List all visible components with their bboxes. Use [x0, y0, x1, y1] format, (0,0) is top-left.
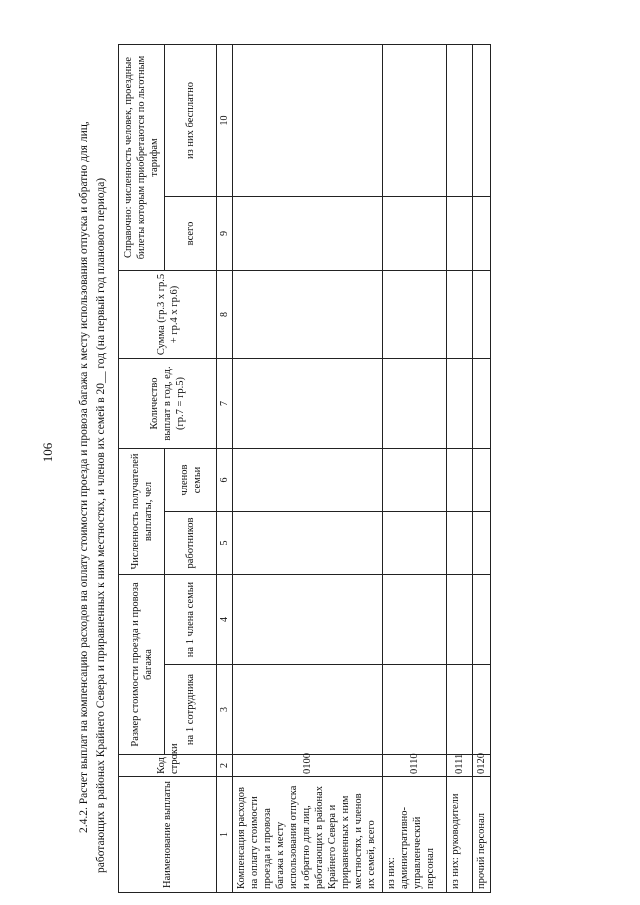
cell-empty — [233, 575, 383, 665]
cell-empty — [447, 575, 473, 665]
header-ref-total: всего — [165, 196, 217, 270]
header-name: Наименование выплаты — [119, 777, 217, 893]
cell-empty — [233, 512, 383, 575]
cell-empty — [473, 44, 491, 196]
row-name: из них: административно-управленческий персонал — [383, 777, 447, 893]
page-number: 106 — [40, 442, 55, 463]
header-ref-free: из них бесплатно — [165, 44, 217, 196]
cell-empty — [447, 270, 473, 358]
cell-empty — [473, 512, 491, 575]
header-count-workers: работников — [165, 512, 217, 575]
header-payments: Количество выплат в год, ед. (гр.7 = гр.5) — [119, 358, 217, 448]
cell-empty — [233, 44, 383, 196]
header-ref-group: Справочно: численность человек, проездные билеты которым приобретаются по льготным тарифам — [119, 44, 165, 270]
table-row — [233, 44, 383, 892]
header-sum: Сумма (гр.3 x гр.5 + гр.4 x гр.6) — [119, 270, 217, 358]
table-row — [383, 44, 447, 892]
table-row — [447, 44, 473, 892]
cell-empty — [383, 448, 447, 511]
cell-empty — [447, 665, 473, 755]
row-code: 0111 — [447, 755, 473, 777]
cell-empty — [447, 196, 473, 270]
header-cost-employee: на 1 сотрудника — [165, 665, 217, 755]
cell-empty — [233, 270, 383, 358]
row-name: прочий персонал — [473, 777, 491, 893]
row-code: 0120 — [473, 755, 491, 777]
col-number: 9 — [217, 196, 233, 270]
header-code: Код строки — [119, 755, 217, 777]
cell-empty — [473, 448, 491, 511]
cell-empty — [383, 44, 447, 196]
col-number: 4 — [217, 575, 233, 665]
cell-empty — [473, 665, 491, 755]
cell-empty — [447, 358, 473, 448]
cell-empty — [447, 448, 473, 511]
cell-empty — [383, 575, 447, 665]
cell-empty — [447, 512, 473, 575]
cell-empty — [233, 196, 383, 270]
col-number: 7 — [217, 358, 233, 448]
cell-empty — [233, 358, 383, 448]
header-count-family: членов семьи — [165, 448, 217, 511]
table-row — [473, 44, 491, 892]
col-number: 8 — [217, 270, 233, 358]
cell-empty — [233, 448, 383, 511]
section-caption — [76, 23, 110, 873]
header-count-group: Численность получателей выплаты, чел — [119, 448, 165, 574]
payments-table — [118, 44, 491, 893]
cell-empty — [383, 512, 447, 575]
cell-empty — [473, 270, 491, 358]
cell-empty — [473, 575, 491, 665]
col-number: 5 — [217, 512, 233, 575]
row-name: Компенсация расходов на оплату стоимости проезда и провоза багажа к месту использования отпуска и обратно для лиц, работающих в районах Крайнего Севера и приравненных к ним местностях, и членов их семей, всего — [233, 777, 383, 893]
cell-empty — [383, 358, 447, 448]
col-number: 10 — [217, 44, 233, 196]
cell-empty — [383, 270, 447, 358]
caption-line-2: работающих в районах Крайнего Севера и приравненных к ним местностях, и членов их семей в 20__ год (на первый год планового периода) — [95, 177, 107, 873]
col-number: 1 — [217, 777, 233, 893]
col-number: 2 — [217, 755, 233, 777]
caption-line-1: 2.4.2. Расчет выплат на компенсацию расходов на оплату стоимости проезда и провоза багажа к месту использования отпуска и обратно для лиц, — [78, 121, 90, 833]
row-code: 0100 — [233, 755, 383, 777]
row-name: из них: руководители — [447, 777, 473, 893]
cell-empty — [383, 196, 447, 270]
col-number: 6 — [217, 448, 233, 511]
header-cost-group: Размер стоимости проезда и провоза багажа — [119, 575, 165, 755]
cell-empty — [383, 665, 447, 755]
cell-empty — [473, 196, 491, 270]
header-cost-family: на 1 члена семьи — [165, 575, 217, 665]
col-number: 3 — [217, 665, 233, 755]
cell-empty — [447, 44, 473, 196]
cell-empty — [473, 358, 491, 448]
row-code: 0110 — [383, 755, 447, 777]
cell-empty — [233, 665, 383, 755]
